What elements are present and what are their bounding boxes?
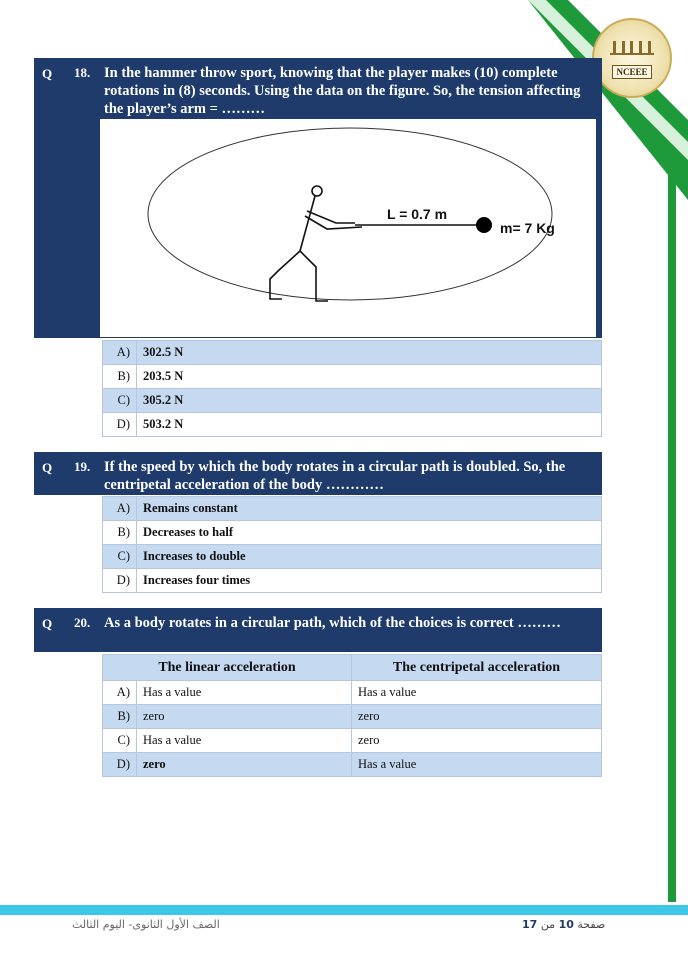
q18-option-b[interactable]: B) 203.5 N	[103, 365, 602, 389]
q20-text: As a body rotates in a circular path, which of the choices is correct ………	[104, 615, 561, 631]
q20-number: 20.	[74, 615, 91, 630]
q18-text: In the hammer throw sport, knowing that the player makes (10) complete rotations in (8) seconds. Using the data on the figure. So, the tension affecting the player’s arm = ………	[104, 65, 581, 117]
q19-option-a[interactable]: A) Remains constant	[103, 497, 602, 521]
q20-table-header	[103, 655, 602, 681]
q19-option-c[interactable]: C) Increases to double	[103, 545, 602, 569]
q19-option-d[interactable]: D) Increases four times	[103, 569, 602, 593]
q20-option-a[interactable]: A) Has a value Has a value	[103, 681, 602, 705]
q18-option-d[interactable]: D) 503.2 N	[103, 413, 602, 437]
q20-header	[34, 608, 602, 652]
length-label: L = 0.7 m	[387, 206, 448, 222]
hammer-throw-figure	[100, 119, 596, 337]
q19-text: If the speed by which the body rotates in a circular path is doubled. So, the centripetal acceleration of the body …………	[104, 459, 566, 493]
header-linear-acceleration: The linear acceleration	[103, 655, 352, 681]
q20-option-b[interactable]: B) zero zero	[103, 705, 602, 729]
logo-building-icon	[610, 37, 654, 55]
q19-header	[34, 452, 602, 495]
q19-letter: Q	[42, 460, 53, 475]
footer-grade-label: الصف الأول الثانوى- اليوم الثالث	[72, 918, 220, 931]
q19-number: 19.	[74, 459, 91, 474]
q19-options	[102, 496, 602, 593]
q18-letter: Q	[42, 66, 53, 81]
footer-page-number: صفحة 10 من 17	[522, 918, 606, 931]
header-centripetal-acceleration: The centripetal acceleration	[352, 655, 602, 681]
rotation-path	[148, 128, 552, 300]
q19-option-b[interactable]: B) Decreases to half	[103, 521, 602, 545]
q20-option-c[interactable]: C) Has a value zero	[103, 729, 602, 753]
q18-option-a[interactable]: A) 302.5 N	[103, 341, 602, 365]
logo-text: NCEEE	[612, 65, 651, 79]
player-figure	[270, 186, 362, 301]
q20-option-d[interactable]: D) zero Has a value	[103, 753, 602, 777]
q18-number: 18.	[74, 65, 91, 80]
mass-label: m= 7 Kg	[500, 220, 555, 236]
q18-options	[102, 340, 602, 437]
q18-option-c[interactable]: C) 305.2 N	[103, 389, 602, 413]
ncee-logo	[592, 18, 672, 98]
q20-options	[102, 654, 602, 777]
q20-letter: Q	[42, 616, 53, 631]
hammer-ball	[476, 217, 492, 233]
footer-bar	[0, 905, 688, 915]
